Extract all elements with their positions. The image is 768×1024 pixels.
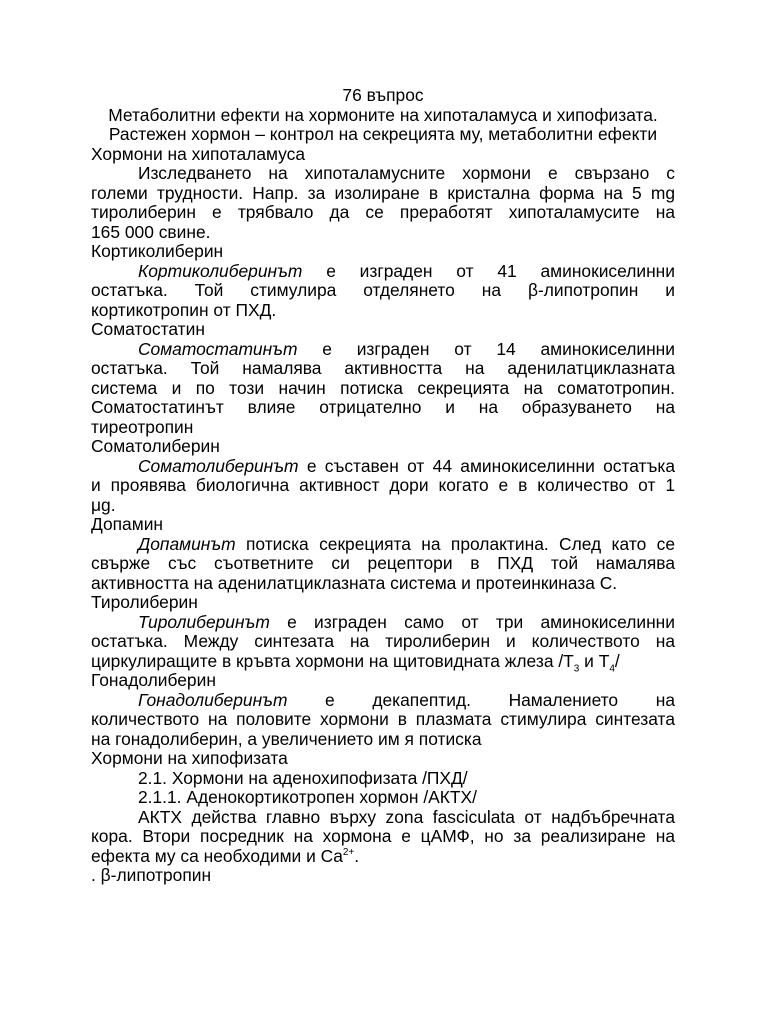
dopamine-line: активността на аденилатциклазната система и протеинкиназа C. — [91, 572, 618, 593]
corticoliberin-line — [91, 262, 675, 282]
heading-corticoliberin: Кортиколиберин — [91, 241, 224, 261]
document-page — [91, 86, 675, 886]
somatostatin-line: остатъка. Той намалява активността на аденилатциклазната — [91, 358, 675, 378]
subtitle-line-2: Растежен хормон – контрол на секрецията му, метаболитни ефекти — [108, 124, 658, 144]
gonadoliberin-line: на гонадолиберин, а увеличението им я потиска — [91, 728, 482, 749]
text-span: е изграден от 14 аминокиселинни — [322, 338, 675, 359]
somatoliberin-line: μg. — [91, 494, 116, 515]
thyroliberin-line: остатъка. Между синтезата на тиролиберин и количеството на — [91, 631, 675, 651]
question-number: 76 въпрос — [342, 85, 424, 105]
somatoliberin-line — [91, 457, 675, 477]
intro-paragraph-line: тиролиберин е трябвало да се преработят хипоталамусите на — [91, 202, 675, 222]
thyroliberin-line — [91, 652, 675, 672]
somatostatin-line: система и по този начин потиска секрецията на соматотропин. — [91, 377, 675, 398]
intro-paragraph-line: Изследването на хипоталамусните хормони е свързано с — [138, 163, 675, 183]
term-dopamine: Допаминът — [138, 533, 236, 554]
somatostatin-line: Соматостатинът влияе отрицателно и на образуването на — [91, 397, 675, 417]
text-span: . — [354, 845, 360, 866]
text-span: е изграден само от три аминокиселинни — [287, 611, 675, 632]
heading-somatoliberin: Соматолиберин — [91, 436, 220, 456]
acth-line: АКТХ действа главно върху zona fasciculata от надбъбречната — [138, 806, 675, 827]
subtitle-line-1: Метаболитни ефекти на хормоните на хипоталамуса и хипофизата. — [108, 104, 658, 125]
gonadoliberin-line — [91, 691, 675, 711]
text-span: потиска секрецията на пролактина. След като се — [245, 533, 675, 554]
text-span: ефекта му са необходими и Ca — [91, 845, 343, 866]
gonadoliberin-line: количеството на половите хормони в плазмата стимулира синтезата — [91, 709, 675, 729]
heading-thyroliberin: Тиролиберин — [91, 592, 198, 612]
term-gonadoliberin: Гонадолиберинът — [138, 689, 288, 710]
term-somatoliberin: Соматолиберинът — [138, 455, 299, 476]
section-heading-pituitary: Хормони на хипофизата — [91, 748, 288, 768]
text-span: е изграден от 41 аминокиселинни — [326, 260, 675, 281]
somatostatin-line — [91, 340, 675, 360]
text-span: е декапептид. Намалението на — [325, 689, 675, 710]
subscript: 4 — [609, 662, 615, 674]
subsection-2-1: 2.1. Хормони на аденохипофизата /ПХД/ — [138, 767, 468, 788]
text-span: / — [614, 650, 620, 671]
term-corticoliberin: Кортиколиберинът — [138, 260, 303, 281]
somatostatin-line: тиреотропин — [91, 416, 194, 437]
corticoliberin-line: кортикотропин от ПХД. — [91, 299, 277, 320]
intro-paragraph-line: големи трудности. Напр. за изолиране в кристална форма на 5 mg — [91, 182, 675, 203]
acth-line: кора. Втори посредник на хормона е цАМФ, но за реализиране на — [91, 826, 675, 846]
text-span: циркулиращите в кръвта хормони на щитовидната жлеза /T — [91, 650, 574, 671]
subscript: 3 — [573, 662, 580, 674]
term-somatostatin: Соматостатинът — [138, 338, 298, 359]
corticoliberin-line: остатъка. Той стимулира отделянето на β-липотропин и — [91, 280, 675, 300]
somatoliberin-line: и проявява биологична активност дори когато е в количество от 1 — [91, 475, 675, 495]
text-span: и T — [579, 650, 610, 671]
lipotropin-heading: . β-липотропин — [91, 865, 212, 885]
acth-line — [91, 847, 675, 867]
text-span: е съставен от 44 аминокиселинни остатъка — [306, 455, 675, 476]
dopamine-line: свърже със съответните си рецептори в ПХД той намалява — [91, 553, 675, 573]
section-heading-hypothalamus: Хормони на хипоталамуса — [91, 143, 306, 164]
heading-dopamine: Допамин — [91, 514, 164, 534]
thyroliberin-line — [91, 613, 675, 633]
heading-gonadoliberin: Гонадолиберин — [91, 670, 216, 690]
intro-paragraph-line: 165 000 свине. — [91, 221, 211, 242]
dopamine-line — [91, 535, 675, 555]
superscript: 2+ — [342, 846, 355, 858]
subsection-2-1-1: 2.1.1. Аденокортикотропен хормон /АКТХ/ — [138, 787, 477, 807]
term-thyroliberin: Тиролиберинът — [138, 611, 270, 632]
heading-somatostatin: Соматостатин — [91, 319, 205, 339]
